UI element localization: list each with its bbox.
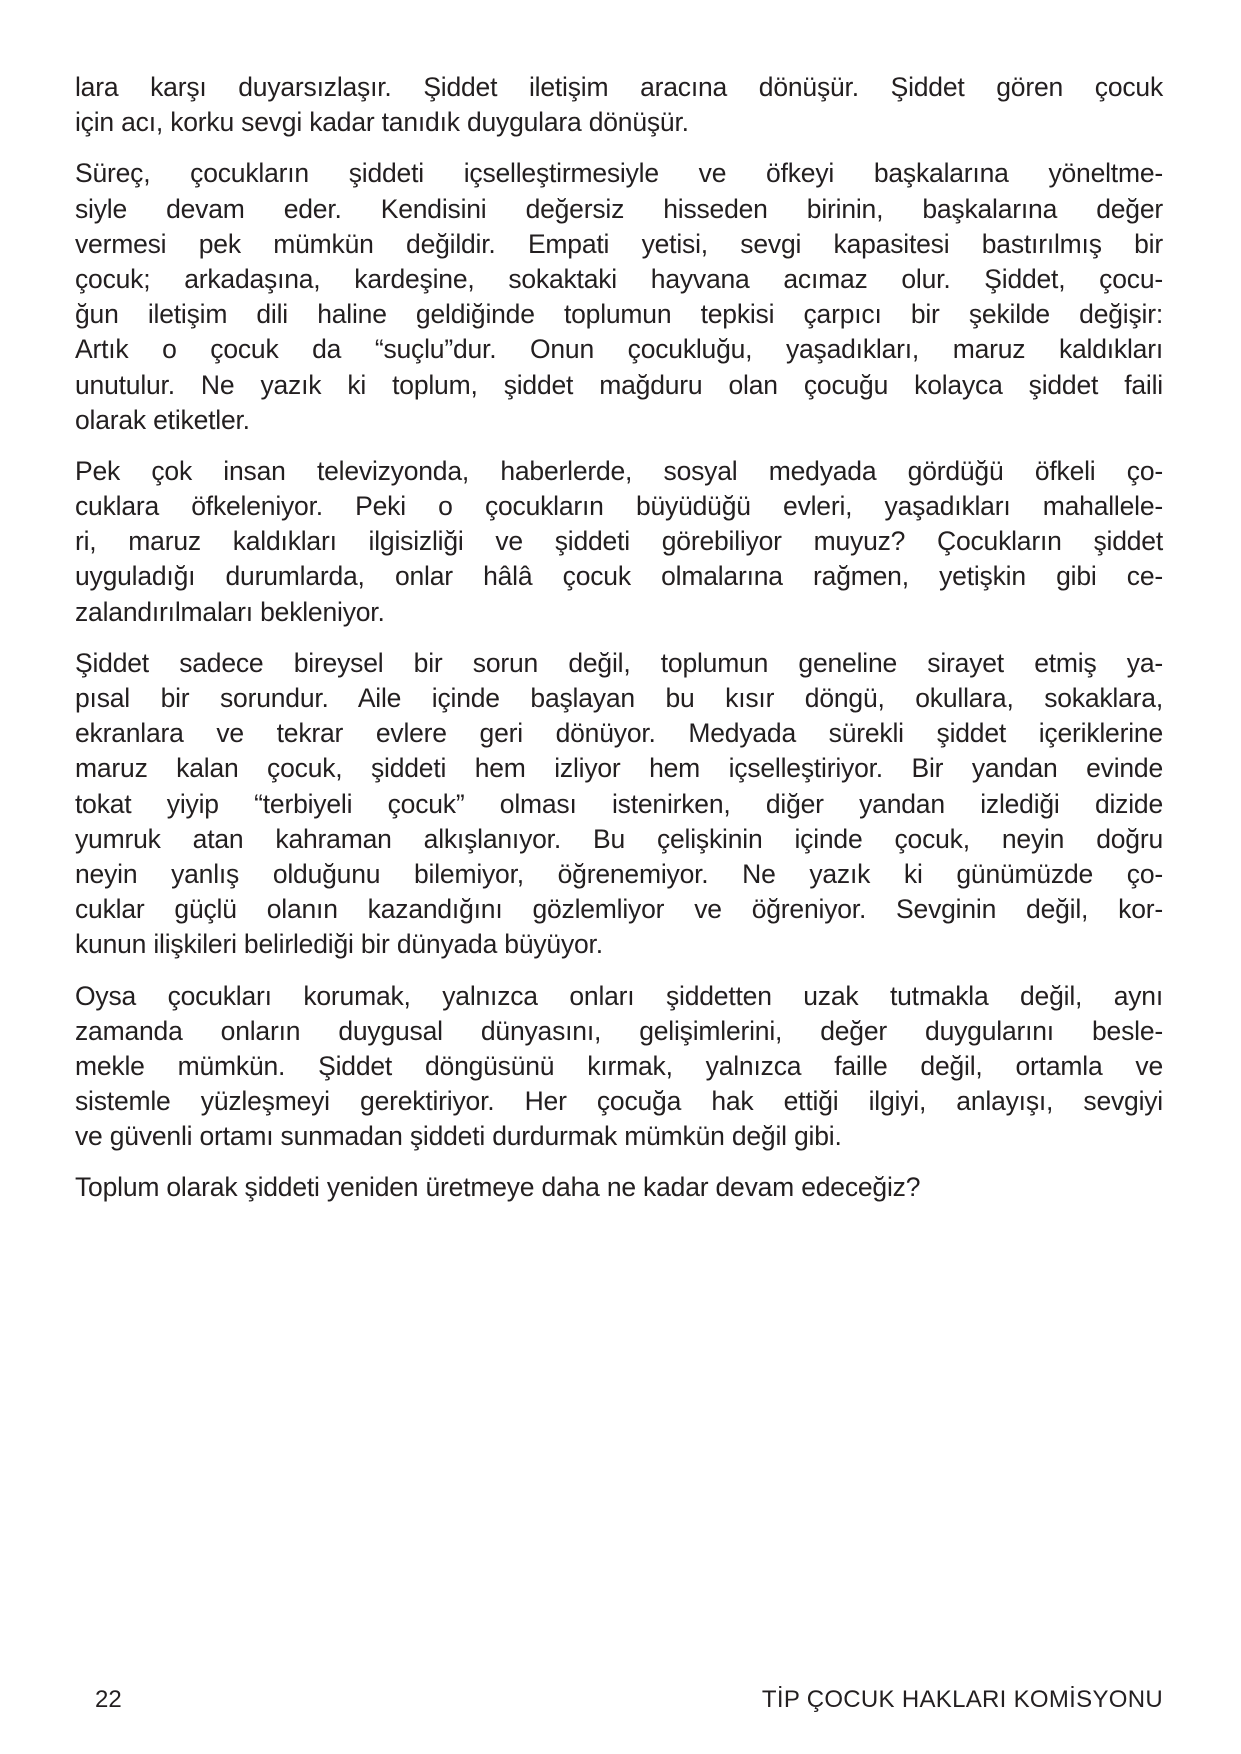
paragraph-4 [75,646,1163,963]
text-line: sistemle yüzleşmeyi gerektiriyor. Her çocuğa hak ettiği ilgiyi, anlayışı, sevgiyi [75,1086,1163,1117]
paragraph-5 [75,979,1163,1155]
text-line: Toplum olarak şiddeti yeniden üretmeye daha ne kadar devam edeceğiz? [75,1172,921,1203]
text-line: Şiddet sadece bireysel bir sorun değil, toplumun geneline sirayet etmiş ya- [75,647,1163,678]
text-line: zamanda onların duygusal dünyasını, gelişimlerini, değer duygularını besle- [75,1015,1163,1046]
text-line: tokat yiyip “terbiyeli çocuk” olması istenirken, diğer yandan izlediği dizide [75,788,1163,819]
text-line: ğun iletişim dili haline geldiğinde toplumun tepkisi çarpıcı bir şekilde değişir: [75,299,1163,330]
text-line: ri, maruz kaldıkları ilgisizliği ve şiddeti görebiliyor muyuz? Çocukların şiddet [75,526,1163,557]
paragraph-1 [75,70,1163,140]
body-text [75,70,1163,1222]
text-line: unutulur. Ne yazık ki toplum, şiddet mağduru olan çocuğu kolayca şiddet faili [75,369,1163,400]
text-line: uyguladığı durumlarda, onlar hâlâ çocuk olmalarına rağmen, yetişkin gibi ce- [75,561,1163,592]
text-line: çocuk; arkadaşına, kardeşine, sokaktaki hayvana acımaz olur. Şiddet, çocu- [75,263,1163,294]
text-line: ekranlara ve tekrar evlere geri dönüyor. Medyada sürekli şiddet içeriklerine [75,718,1163,749]
text-line: Süreç, çocukların şiddeti içselleştirmesiyle ve öfkeyi başkalarına yöneltme- [75,158,1163,189]
text-line: olarak etiketler. [75,404,250,435]
text-line: kunun ilişkileri belirlediği bir dünyada büyüyor. [75,929,603,960]
text-line: için acı, korku sevgi kadar tanıdık duygulara dönüşür. [75,107,689,138]
text-line: ve güvenli ortamı sunmadan şiddeti durdurmak mümkün değil gibi. [75,1121,842,1152]
text-line: Artık o çocuk da “suçlu”dur. Onun çocukluğu, yaşadıkları, maruz kaldıkları [75,334,1163,365]
paragraph-2 [75,156,1163,438]
text-line: pısal bir sorundur. Aile içinde başlayan bu kısır döngü, okullara, sokaklara, [75,683,1163,713]
paragraph-3 [75,454,1163,630]
page-number: 22 [95,1686,122,1713]
text-line: maruz kalan çocuk, şiddeti hem izliyor hem içselleştiriyor. Bir yandan evinde [75,753,1163,784]
text-line: cuklara öfkeleniyor. Peki o çocukların büyüdüğü evleri, yaşadıkları mahallele- [75,491,1163,522]
text-line: siyle devam eder. Kendisini değersiz hisseden birinin, başkalarına değer [75,193,1163,224]
running-footer-title: TİP ÇOCUK HAKLARI KOMİSYONU [761,1686,1163,1713]
text-line: zalandırılmaları bekleniyor. [75,596,385,627]
text-line: lara karşı duyarsızlaşır. Şiddet iletişim aracına dönüşür. Şiddet gören çocuk [75,72,1163,102]
text-line: Oysa çocukları korumak, yalnızca onları şiddetten uzak tutmakla değil, aynı [75,980,1163,1011]
paragraph-6-closing-question [75,1170,1163,1205]
text-line: vermesi pek mümkün değildir. Empati yetisi, sevgi kapasitesi bastırılmış bir [75,228,1163,259]
text-line: Pek çok insan televizyonda, haberlerde, sosyal medyada gördüğü öfkeli ço- [75,455,1163,486]
text-line: neyin yanlış olduğunu bilemiyor, öğrenemiyor. Ne yazık ki günümüzde ço- [75,858,1163,889]
text-line: mekle mümkün. Şiddet döngüsünü kırmak, yalnızca faille değil, ortamla ve [75,1050,1163,1081]
text-line: cuklar güçlü olanın kazandığını gözlemliyor ve öğreniyor. Sevginin değil, kor- [75,894,1163,925]
text-line: yumruk atan kahraman alkışlanıyor. Bu çelişkinin içinde çocuk, neyin doğru [75,823,1163,854]
